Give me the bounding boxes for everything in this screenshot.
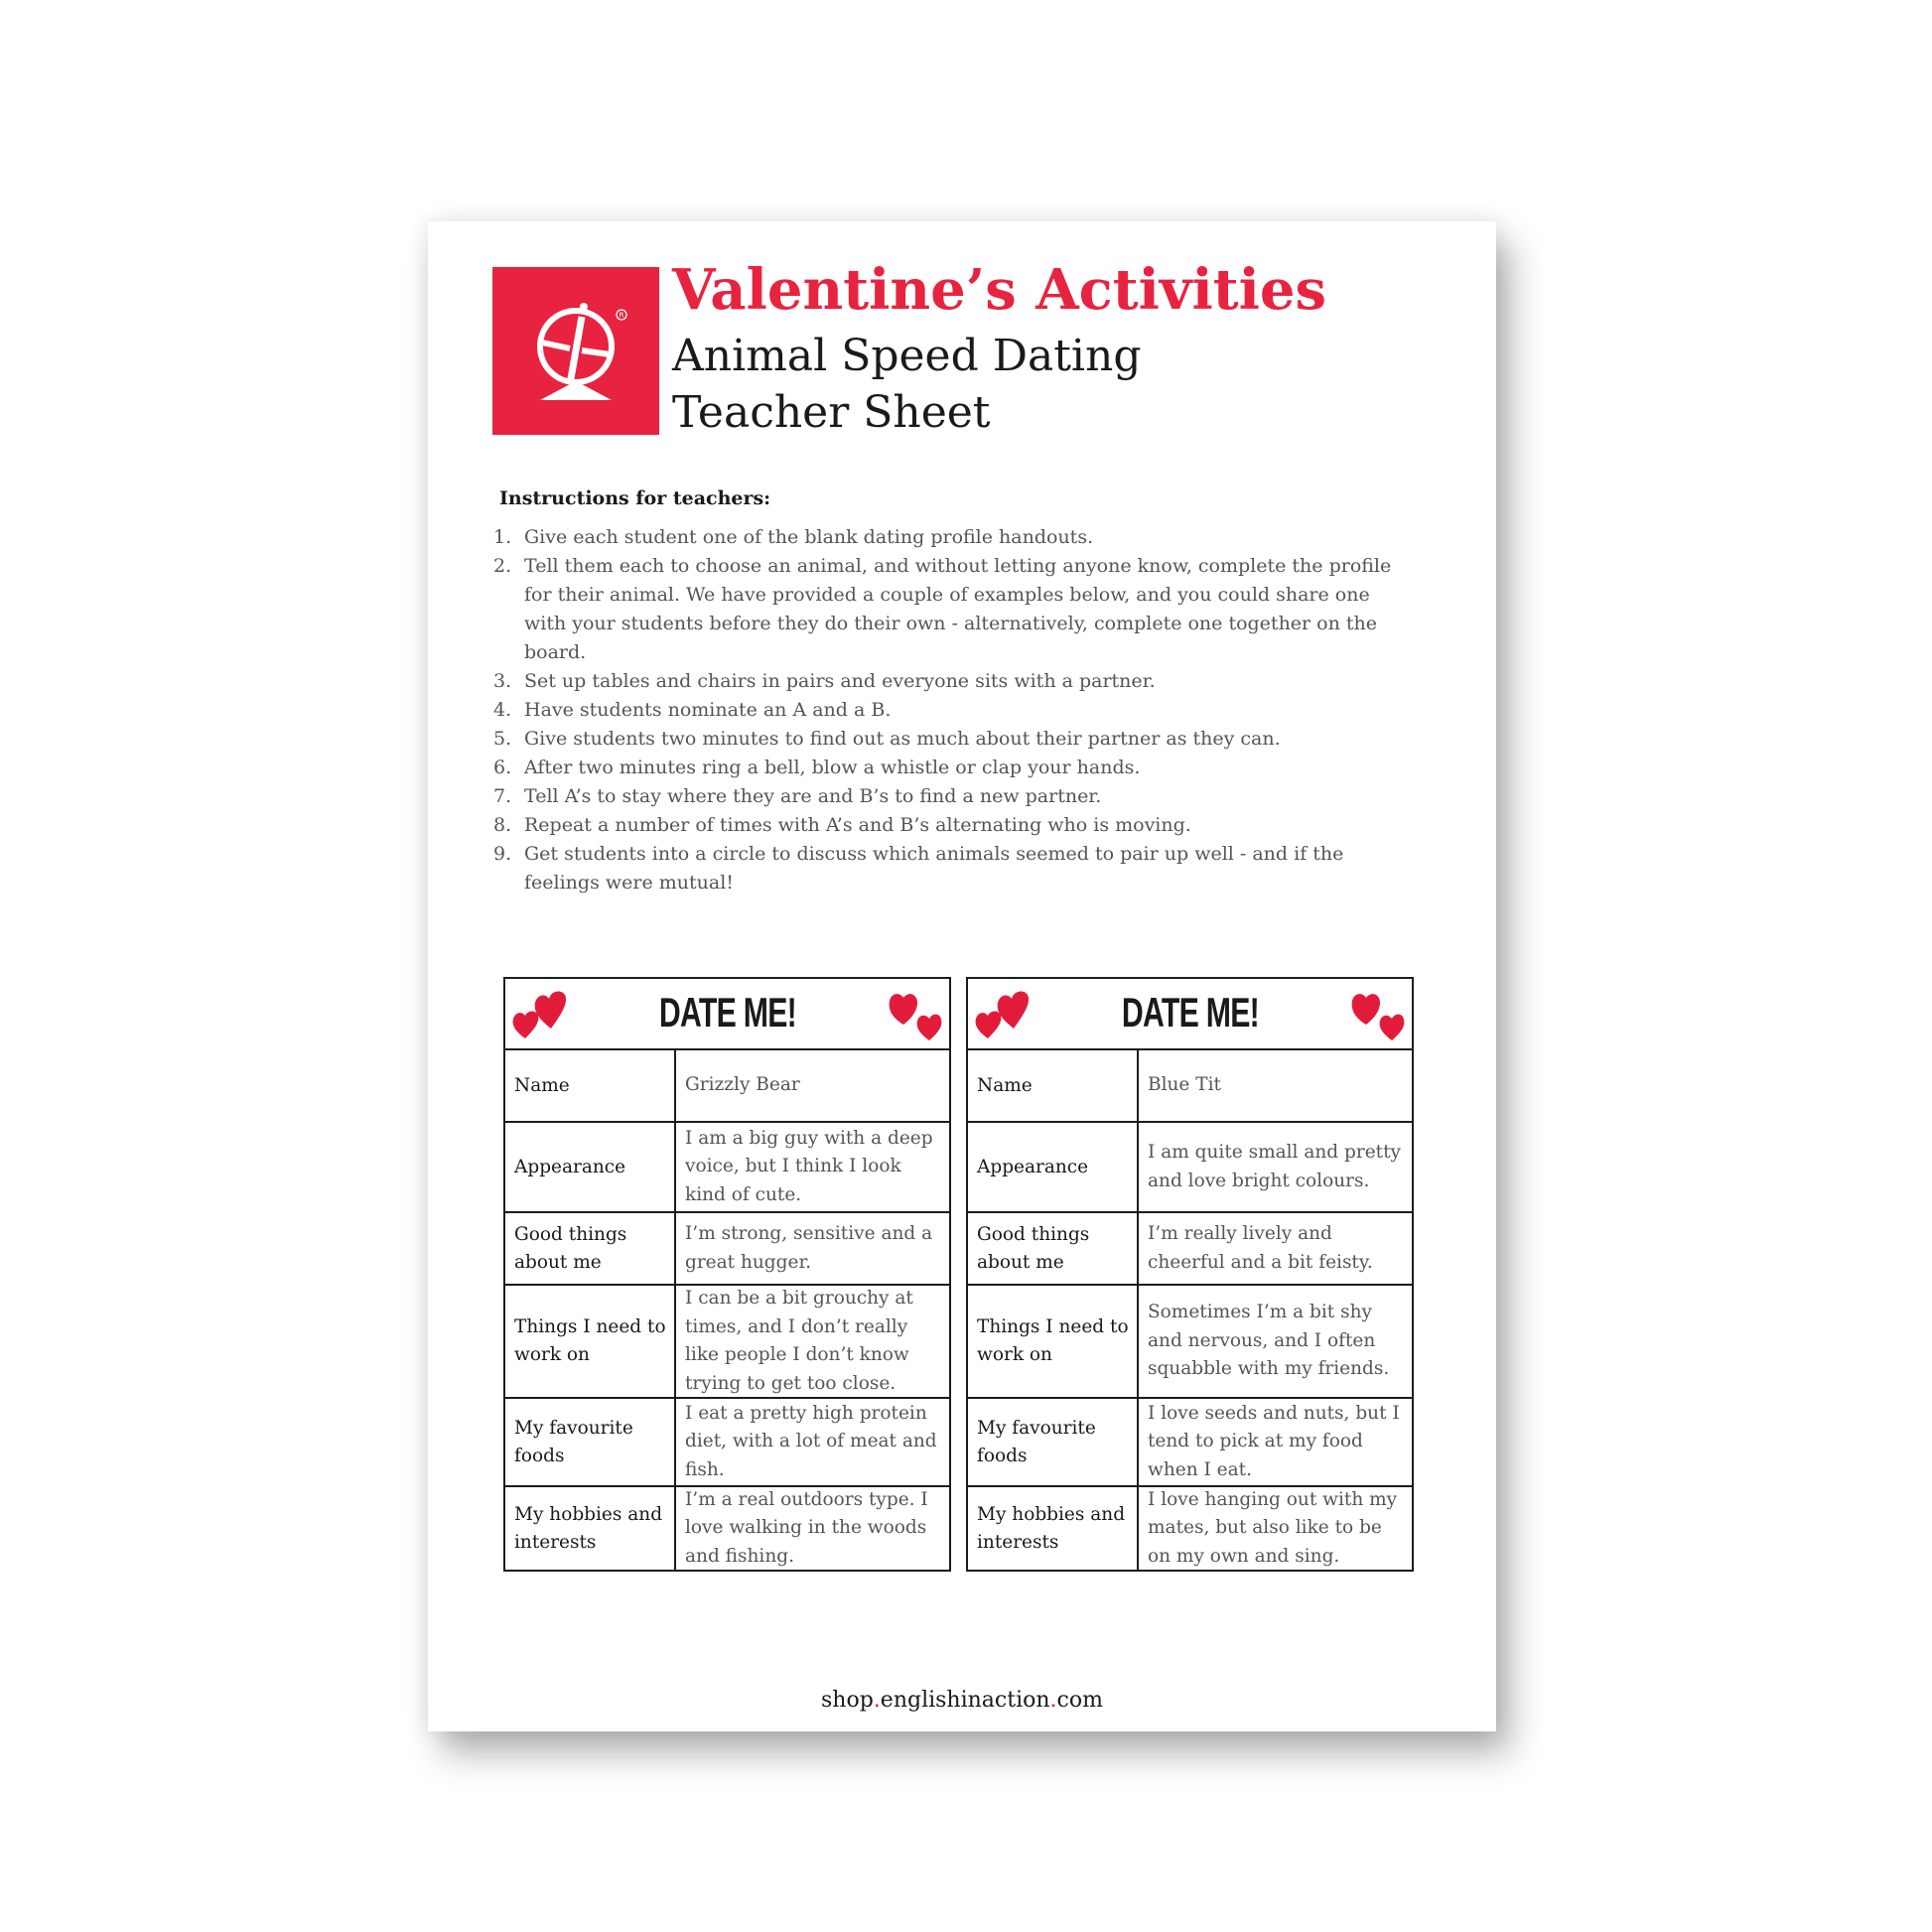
- profile-row-hobbies: [968, 1487, 1412, 1570]
- row-value: I’m really lively and cheerful and a bit feisty.: [1148, 1223, 1373, 1273]
- instruction-text: After two minutes ring a bell, blow a whistle or clap your hands.: [524, 757, 1141, 778]
- dating-profile-card-blue-tit: [966, 977, 1414, 1572]
- profile-row-name: [505, 1050, 949, 1123]
- instruction-text: Get students into a circle to discuss which animals seemed to pair up well - and if the feelings were mutual!: [524, 843, 1344, 894]
- instruction-item: [493, 840, 1407, 897]
- instructions-heading: Instructions for teachers:: [499, 487, 771, 509]
- row-label: Name: [505, 1050, 676, 1121]
- instruction-item: [493, 725, 1407, 754]
- profile-row-favourite-foods: [505, 1399, 949, 1487]
- instruction-text: Have students nominate an A and a B.: [524, 699, 892, 721]
- profile-row-appearance: [968, 1123, 1412, 1213]
- instruction-text: Repeat a number of times with A’s and B’s alternating who is moving.: [524, 814, 1191, 836]
- row-label: My hobbies and interests: [505, 1487, 676, 1570]
- profile-row-appearance: [505, 1123, 949, 1213]
- row-label: Good things about me: [505, 1213, 676, 1284]
- footer-text: shop: [821, 1688, 874, 1713]
- instruction-number: 5.: [493, 728, 512, 750]
- instruction-number: 3.: [493, 670, 512, 692]
- instruction-item: [493, 754, 1407, 782]
- row-value: Grizzly Bear: [685, 1074, 800, 1096]
- instruction-item: [493, 782, 1407, 811]
- footer-dot: .: [873, 1688, 881, 1713]
- row-value: I love hanging out with my mates, but also like to be on my own and sing.: [1148, 1488, 1398, 1567]
- instruction-item: [493, 523, 1407, 552]
- row-label: Good things about me: [968, 1213, 1139, 1284]
- instruction-number: 9.: [493, 843, 512, 865]
- row-label: Things I need to work on: [505, 1286, 676, 1397]
- row-value: Blue Tit: [1148, 1074, 1221, 1096]
- profile-row-things-to-work-on: [505, 1286, 949, 1399]
- footer-dot: .: [1049, 1688, 1057, 1713]
- profile-row-things-to-work-on: [968, 1286, 1412, 1399]
- dating-profile-card-grizzly-bear: [503, 977, 951, 1572]
- card-title: DATE ME!: [1121, 989, 1259, 1035]
- card-title: DATE ME!: [658, 989, 796, 1035]
- row-value: Sometimes I’m a bit shy and nervous, and I often squabble with my friends.: [1148, 1302, 1390, 1380]
- svg-text:R: R: [619, 311, 624, 320]
- instruction-text: Tell A’s to stay where they are and B’s to find a new partner.: [524, 785, 1102, 807]
- profile-row-favourite-foods: [968, 1399, 1412, 1487]
- footer-website-link[interactable]: [428, 1688, 1496, 1713]
- row-label: Appearance: [505, 1123, 676, 1211]
- eia-globe-logo-icon: [492, 267, 659, 435]
- worksheet-page: [428, 221, 1496, 1731]
- instruction-number: 6.: [493, 757, 512, 778]
- row-value: I love seeds and nuts, but I tend to pick at my food when I eat.: [1148, 1402, 1400, 1480]
- row-label: My hobbies and interests: [968, 1487, 1139, 1570]
- row-value: I eat a pretty high protein diet, with a lot of meat and fish.: [685, 1402, 937, 1480]
- instruction-item: [493, 667, 1407, 696]
- row-label: Things I need to work on: [968, 1286, 1139, 1397]
- profile-row-hobbies: [505, 1487, 949, 1570]
- row-label: My favourite foods: [968, 1399, 1139, 1485]
- instruction-text: Give students two minutes to find out as much about their partner as they can.: [524, 728, 1281, 750]
- instruction-number: 7.: [493, 785, 512, 807]
- profile-row-name: [968, 1050, 1412, 1123]
- instruction-item: [493, 696, 1407, 725]
- row-value: I can be a bit grouchy at times, and I don’t really like people I don’t know trying to get too close.: [685, 1288, 913, 1394]
- footer-text: englishinaction: [880, 1688, 1050, 1713]
- row-label: My favourite foods: [505, 1399, 676, 1485]
- instruction-item: [493, 811, 1407, 840]
- row-value: I’m a real outdoors type. I love walking in the woods and fishing.: [685, 1488, 928, 1567]
- instruction-item: [493, 552, 1407, 667]
- row-label: Name: [968, 1050, 1139, 1121]
- page-subtitle-line2: Teacher Sheet: [672, 387, 991, 438]
- page-subtitle-line1: Animal Speed Dating: [672, 331, 1142, 381]
- row-value: I’m strong, sensitive and a great hugger.: [685, 1223, 933, 1273]
- profile-row-good-things: [505, 1213, 949, 1286]
- footer-text: com: [1056, 1688, 1103, 1713]
- hearts-icon: [1346, 985, 1408, 1042]
- profile-row-good-things: [968, 1213, 1412, 1286]
- instruction-number: 8.: [493, 814, 512, 836]
- card-header: [968, 979, 1412, 1050]
- instruction-text: Tell them each to choose an animal, and without letting anyone know, complete the profile for their animal. We have provided a couple of examples below, and you could share one with your students before they do their own - alternatively, complete one together on the board.: [524, 555, 1392, 663]
- row-value: I am quite small and pretty and love bright colours.: [1148, 1142, 1401, 1191]
- card-header: [505, 979, 949, 1050]
- eia-logo: [492, 267, 659, 435]
- row-value: I am a big guy with a deep voice, but I think I look kind of cute.: [685, 1127, 933, 1205]
- instruction-text: Set up tables and chairs in pairs and everyone sits with a partner.: [524, 670, 1156, 692]
- hearts-icon: [884, 985, 945, 1042]
- page-title: Valentine’s Activities: [672, 257, 1327, 323]
- instruction-number: 2.: [493, 555, 512, 577]
- instruction-text: Give each student one of the blank dating profile handouts.: [524, 526, 1094, 548]
- instruction-number: 1.: [493, 526, 512, 548]
- row-label: Appearance: [968, 1123, 1139, 1211]
- instruction-number: 4.: [493, 699, 512, 721]
- instructions-list: [493, 523, 1407, 897]
